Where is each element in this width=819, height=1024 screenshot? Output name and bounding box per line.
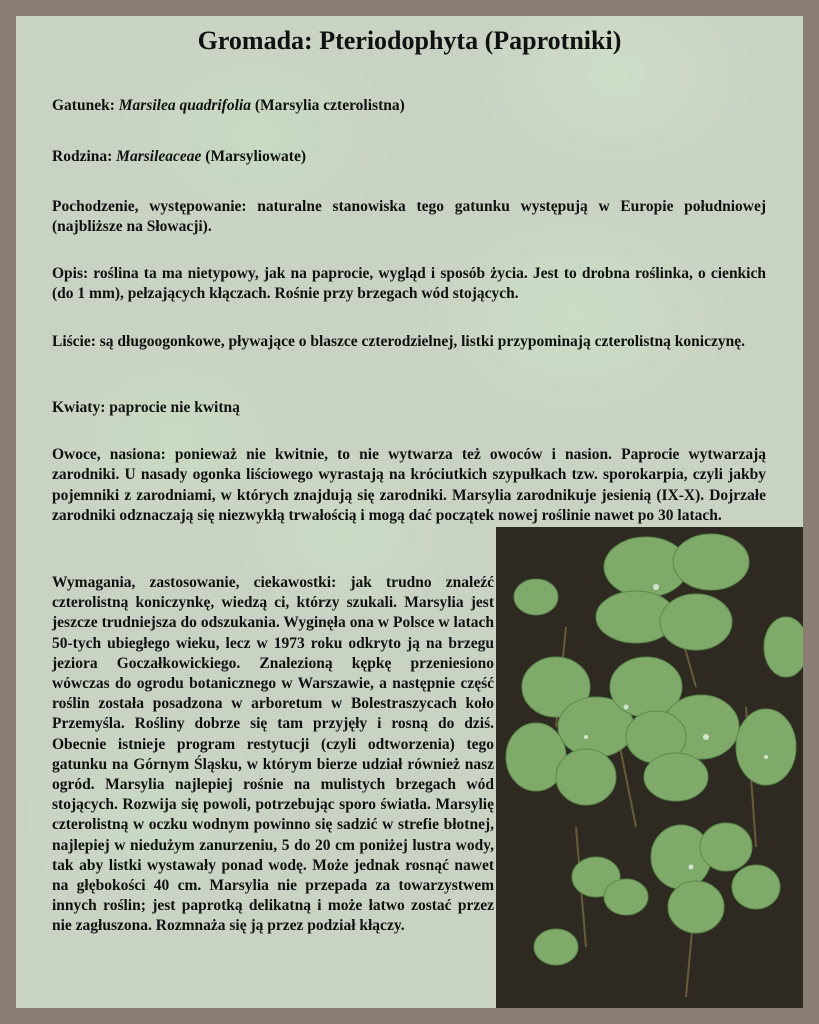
flowers-paragraph: Kwiaty: paprocie nie kwitną xyxy=(52,399,240,416)
species-common: (Marsylia czterolistna) xyxy=(250,97,405,114)
origin-paragraph: Pochodzenie, występowanie: naturalne stanowiska tego gatunku występują w Europie południowej (najbliższe na Słowacji). xyxy=(52,198,766,235)
family-common: (Marsyliowate) xyxy=(201,148,306,165)
family-line xyxy=(52,147,766,167)
requirements-paragraph: Wymagania, zastosowanie, ciekawostki: jak trudno znaleźć czterolistną koniczynkę, wiedzą ci, którzy szukali. Marsylia jest jeszcze trudniejsza do odszukania. Wyginęła ona w Polsce w latach 50-tych ubiegłego wieku, lecz w 1973 roku odkryto ją na brzegu jeziora Goczałkowickiego. Znalezioną kępkę przeniesiono wówczas do ogrodu botanicznego w Warszawie, a następnie część roślin została posadzona w arboretum w Bolestraszycach koło Przemyśla. Rośliny dobrze się tam przyjęły i rosną do dziś. Obecnie istnieje program restytucji (czyli odtworzenia) tego gatunku na Górnym Śląsku, w którym bierze udział również nasz ogród. Marsylia najlepiej rośnie na mulistych brzegach wód stojących. Rozwija się powoli, potrzebując sporo światła. Marsylię czterolistną w oczku wodnym powinno się sadzić w strefie błotnej, najlepiej w niedużym zanurzeniu, 5 do 20 cm poniżej lustra wody, tak aby listki wystawały ponad wodę. Może jednak rosnąć nawet na głębokości 40 cm. Marsylia nie przepada za towarzystwem innych roślin; jest paprotką delikatną i może łatwo zostać przez nie zagłuszona. Rozmnaża się ją przez podział kłączy. xyxy=(52,574,494,935)
family-latin: Marsileaceae xyxy=(116,148,202,165)
clover-plant-photo xyxy=(496,527,803,1008)
family-label: Rodzina: xyxy=(52,148,117,165)
description-paragraph: Opis: roślina ta ma nietypowy, jak na paprocie, wygląd i sposób życia. Jest to drobna roślinka, o cienkich (do 1 mm), pełzających kłączach. Rośnie przy brzegach wód stojących. xyxy=(52,265,766,302)
species-line xyxy=(52,96,766,116)
leaves-paragraph: Liście: są długoogonkowe, pływające o blaszce czterodzielnej, listki przypominają czterolistną koniczynę. xyxy=(52,333,745,350)
plant-illustration xyxy=(496,527,803,1008)
species-label: Gatunek: xyxy=(52,97,119,114)
fruits-paragraph: Owoce, nasiona: ponieważ nie kwitnie, to nie wytwarza też owoców i nasion. Paprocie wytwarzają zarodniki. U nasady ogonka liściowego wyrastają na króciutkich szypułkach tzw. sporokarpia, czyli jakby pojemniki z zarodniami, w których znajdują się zarodniki. Marsylia zarodnikuje jesienią (IX-X). Dojrzałe zarodniki odznaczają się niezwykłą trwałością i mogą dać początek nowej roślinie nawet po 30 latach. xyxy=(52,446,766,524)
species-latin: Marsilea quadrifolia xyxy=(118,97,251,114)
page-title: Gromada: Pteriodophyta (Paprotniki) xyxy=(197,26,622,55)
